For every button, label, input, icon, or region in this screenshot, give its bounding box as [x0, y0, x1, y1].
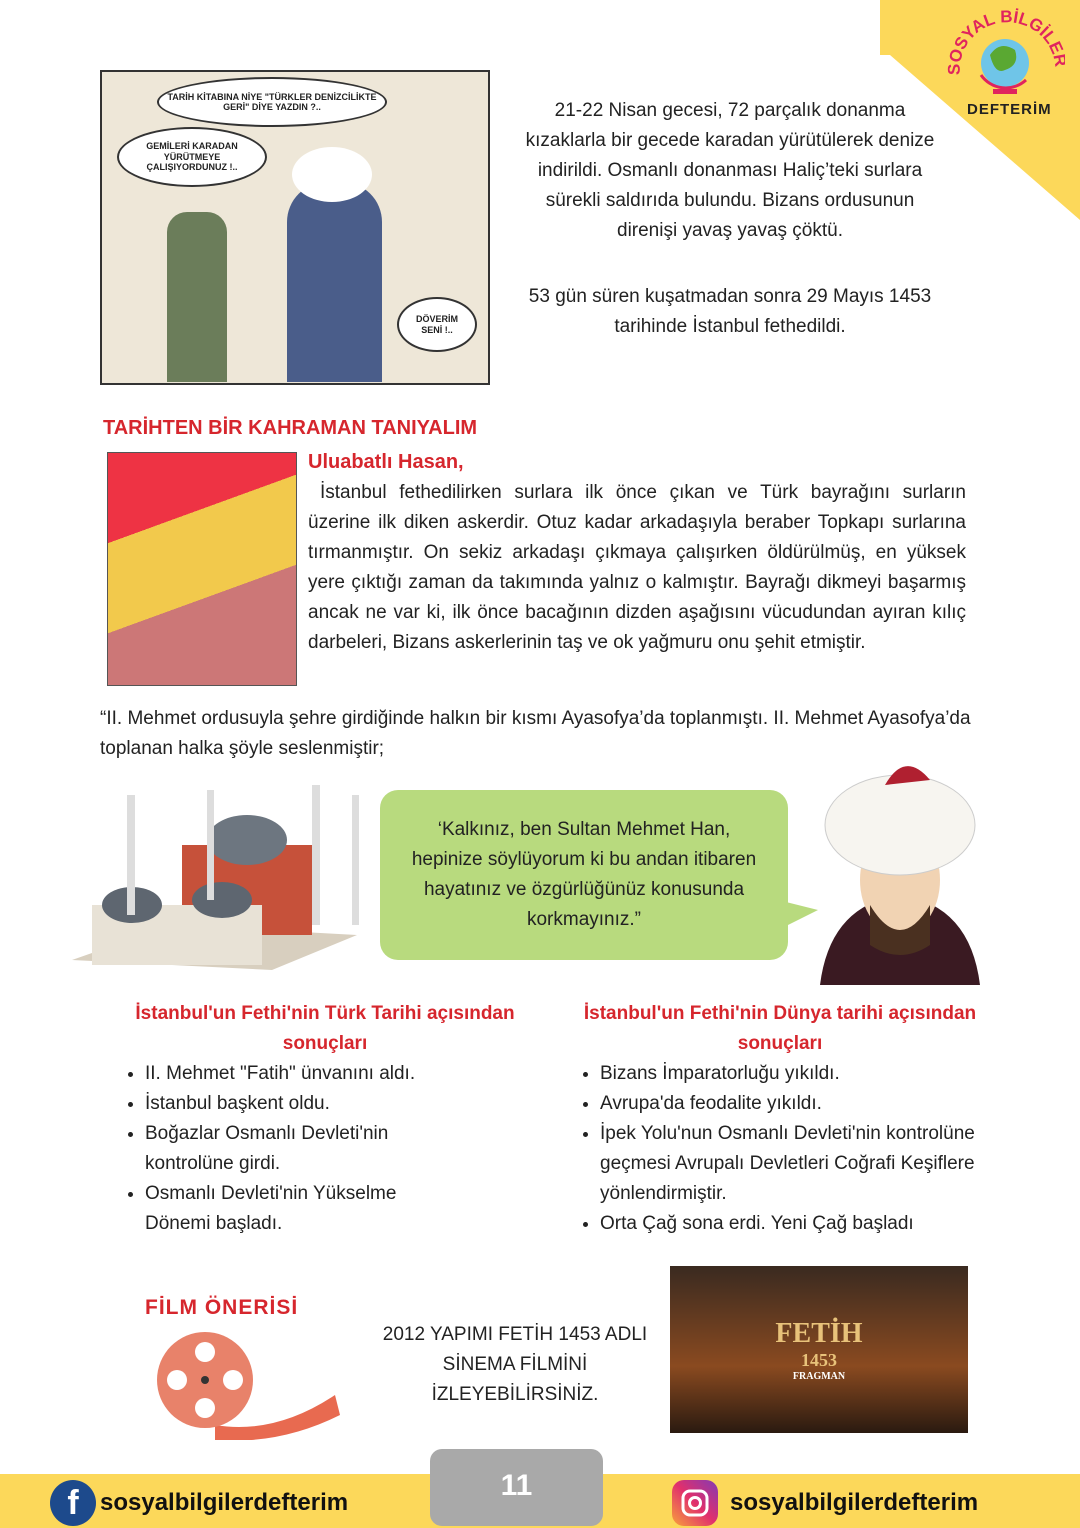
- facebook-icon: f: [50, 1480, 96, 1526]
- hero-name: Uluabatlı Hasan,: [308, 451, 464, 473]
- instagram-handle: sosyalbilgilerdefterim: [730, 1489, 979, 1516]
- instagram-link[interactable]: [672, 1480, 978, 1526]
- cartoon-image: [100, 70, 490, 385]
- svg-text:SOSYAL BİLGİLER: SOSYAL BİLGİLE: [945, 7, 1065, 76]
- film-heading: FİLM ÖNERİSİ: [145, 1296, 299, 1319]
- list-item: • Orta Çağ sona erdi. Yeni Çağ başladı: [600, 1209, 990, 1239]
- list-item: • Bizans İmparatorluğu yıkıldı.: [600, 1059, 990, 1089]
- facebook-link[interactable]: [50, 1480, 348, 1526]
- poster-year: 1453: [801, 1349, 837, 1370]
- film-recommendation: 2012 YAPIMI FETİH 1453 ADLI SİNEMA FİLMİNİ İZLEYEBİLİRSİNİZ.: [382, 1324, 648, 1405]
- list-item: • Osmanlı Devleti'nin Yükselme Dönemi başladı.: [145, 1179, 455, 1239]
- logo: [945, 5, 1065, 120]
- film-poster: [670, 1266, 968, 1433]
- hero-text: İstanbul fethedilirken surlara ilk önce çıkan ve Türk bayrağını surların üzerine ilk diken askerdir. Otuz kadar arkadaşıyla beraber Topkapı surlarına tırmanmıştır. On sekiz arkadaşı çıkmaya çalışırken öldürülmüş, en yüksek yere çıktığı zaman da takımında yalnız o kalmıştır. Bayrağı dikmeyi başarmış ancak ne var ki, ilk önce bacağının dizden aşağısını vücudundan ayıran kılıç darbeleri, Bizans askerlerinin taş ve ok yağmuru onu şehit etmiştir.: [308, 482, 966, 653]
- speech-bubble: ‘Kalkınız, ben Sultan Mehmet Han, hepinize söylüyorum ki bu andan itibaren hayatınız ve özgürlüğünüz konusunda korkmayınız.”: [380, 790, 788, 960]
- list-item: • Avrupa'da feodalite yıkıldı.: [600, 1089, 990, 1119]
- cartoon-bubble: GEMİLERİ KARADAN YÜRÜTMEYE ÇALIŞIYORDUNUZ !..: [117, 127, 267, 187]
- world-results-title: İstanbul'un Fethi'nin Dünya tarihi açısından sonuçları: [583, 1003, 977, 1054]
- uluabatli-hasan-image: [107, 452, 297, 686]
- world-results: [570, 999, 990, 1239]
- film-reel-icon: [155, 1330, 340, 1440]
- turk-results: [115, 999, 535, 1239]
- hagia-sophia-image: [72, 775, 367, 975]
- page-number: 11: [430, 1449, 603, 1526]
- section-heading: TARİHTEN BİR KAHRAMAN TANIYALIM: [103, 417, 478, 439]
- logo-text: DEFTERİM: [967, 101, 1052, 118]
- list-item: • İstanbul başkent oldu.: [145, 1089, 535, 1119]
- poster-title: FETİH: [775, 1317, 863, 1349]
- poster-sub: FRAGMAN: [792, 1370, 846, 1382]
- turk-results-title: İstanbul'un Fethi'nin Türk Tarihi açısından sonuçları: [135, 1003, 515, 1054]
- intro-paragraph-1: 21-22 Nisan gecesi, 72 parçalık donanma kızaklarla bir gecede karadan yürütülerek denize indirildi. Osmanlı donanması Haliç’teki surlara sürekli saldırıda bulundu. Bizans ordusunun direnişi yavaş yavaş çöktü.: [525, 100, 935, 241]
- list-item: • İpek Yolu'nun Osmanlı Devleti'nin kontrolüne geçmesi Avrupalı Devletleri Coğrafi Keşiflere yönlendirmiştir.: [600, 1119, 980, 1209]
- cartoon-bubble: TARİH KİTABINA NİYE "TÜRKLER DENİZCİLİKTE GERİ" DİYE YAZDIN ?..: [157, 77, 387, 127]
- facebook-handle: sosyalbilgilerdefterim: [100, 1489, 349, 1516]
- quote-intro: “II. Mehmet ordusuyla şehre girdiğinde halkın bir kısmı Ayasofya’da toplanmıştı. II. Mehmet Ayasofya’da toplanan halka şöyle seslenmiştir;: [100, 708, 971, 759]
- cartoon-bubble: DÖVERİM SENİ !..: [397, 297, 477, 352]
- list-item: • II. Mehmet "Fatih" ünvanını aldı.: [145, 1059, 535, 1089]
- fatih-sultan-mehmet-image: [800, 755, 990, 990]
- instagram-icon: [672, 1480, 718, 1526]
- list-item: • Boğazlar Osmanlı Devleti'nin kontrolüne girdi.: [145, 1119, 455, 1179]
- intro-paragraph-2: 53 gün süren kuşatmadan sonra 29 Mayıs 1453 tarihinde İstanbul fethedildi.: [528, 286, 932, 337]
